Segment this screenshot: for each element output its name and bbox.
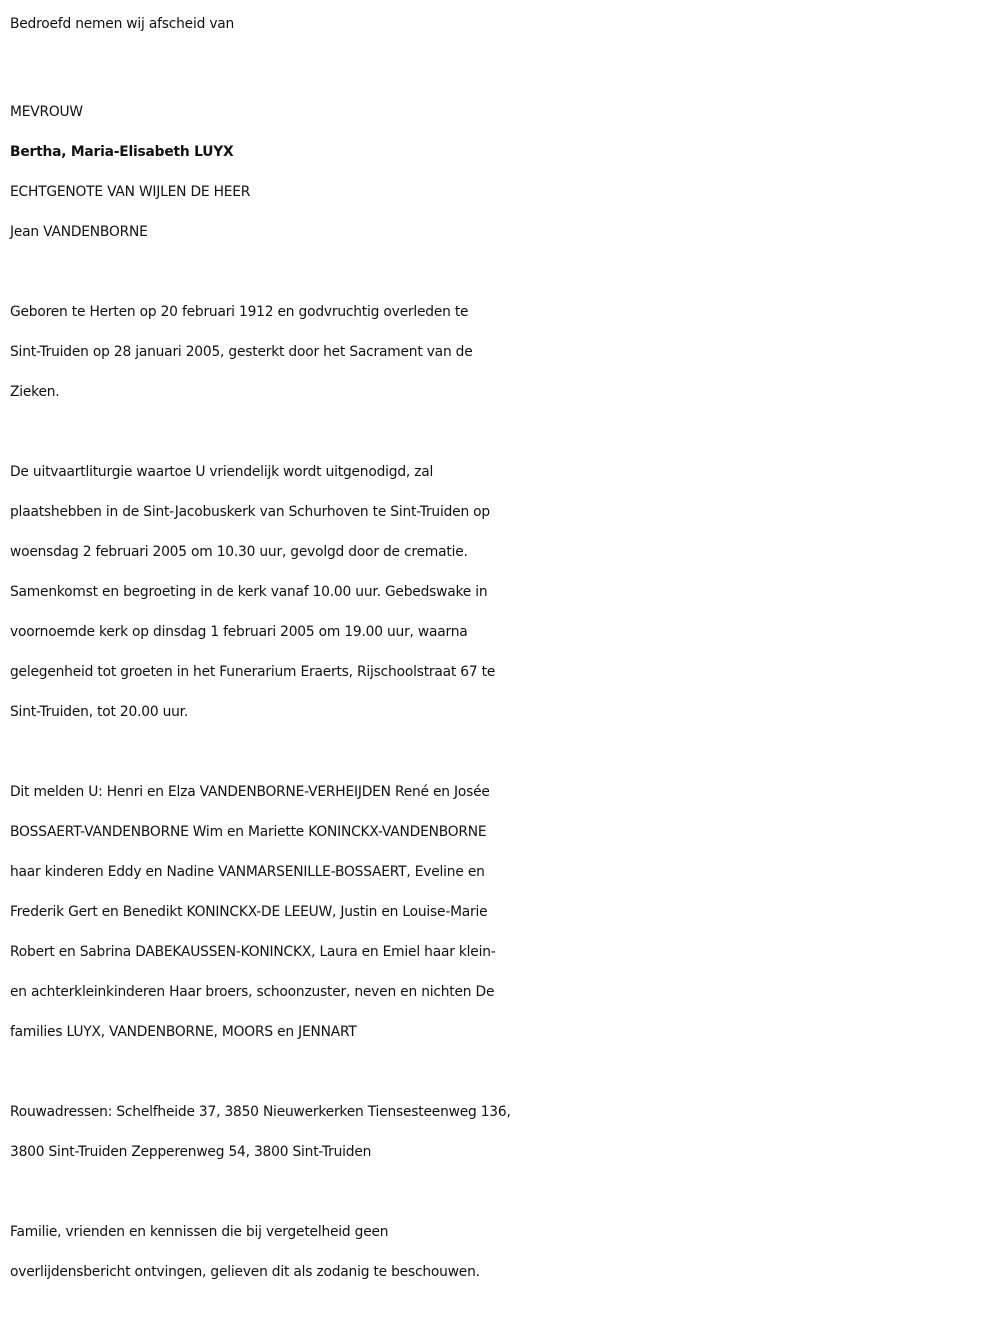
text-line: en achterkleinkinderen Haar broers, schoonzuster, neven en nichten De: [10, 984, 495, 1000]
text-line: Sint-Truiden, tot 20.00 uur.: [10, 704, 189, 720]
birth-death-paragraph: [10, 292, 995, 412]
intro-line: Bedroefd nemen wij afscheid van: [10, 16, 235, 32]
funeral-paragraph: [10, 452, 995, 732]
closing-paragraph: [10, 1212, 995, 1292]
spacer: [10, 1172, 995, 1212]
text-line: BOSSAERT-VANDENBORNE Wim en Mariette KONINCKX-VANDENBORNE: [10, 824, 487, 840]
text-line: Geboren te Herten op 20 februari 1912 en godvruchtig overleden te: [10, 304, 469, 320]
text-line: overlijdensbericht ontvingen, gelieven dit als zodanig te beschouwen.: [10, 1264, 480, 1280]
text-line: Sint-Truiden op 28 januari 2005, gesterkt door het Sacrament van de: [10, 344, 473, 360]
text-line: woensdag 2 februari 2005 om 10.30 uur, gevolgd door de crematie.: [10, 544, 468, 560]
deceased-name: Bertha, Maria-Elisabeth LUYX: [10, 144, 234, 160]
text-line: families LUYX, VANDENBORNE, MOORS en JENNART: [10, 1024, 357, 1040]
spouse-label: ECHTGENOTE VAN WIJLEN DE HEER: [10, 184, 251, 200]
text-line: voornoemde kerk op dinsdag 1 februari 2005 om 19.00 uur, waarna: [10, 624, 468, 640]
text-line: Familie, vrienden en kennissen die bij vergetelheid geen: [10, 1224, 389, 1240]
text-line: Samenkomst en begroeting in de kerk vanaf 10.00 uur. Gebedswake in: [10, 584, 488, 600]
text-line: Dit melden U: Henri en Elza VANDENBORNE-VERHEIJDEN René en Josée: [10, 784, 490, 800]
text-line: haar kinderen Eddy en Nadine VANMARSENILLE-BOSSAERT, Eveline en: [10, 864, 485, 880]
text-line: Zieken.: [10, 384, 60, 400]
text-line: Rouwadressen: Schelfheide 37, 3850 Nieuwerkerken Tiensesteenweg 136,: [10, 1104, 511, 1120]
text-line: Frederik Gert en Benedikt KONINCKX-DE LEEUW, Justin en Louise-Marie: [10, 904, 488, 920]
spacer: [10, 84, 995, 92]
addresses-paragraph: [10, 1092, 995, 1172]
text-line: 3800 Sint-Truiden Zepperenweg 54, 3800 Sint-Truiden: [10, 1144, 372, 1160]
text-line: Robert en Sabrina DABEKAUSSEN-KONINCKX, Laura en Emiel haar klein-: [10, 944, 496, 960]
spouse-name: Jean VANDENBORNE: [10, 224, 148, 240]
obituary-document: [10, 4, 995, 1292]
spacer: [10, 732, 995, 772]
text-line: gelegenheid tot groeten in het Funerarium Eraerts, Rijschoolstraat 67 te: [10, 664, 496, 680]
spacer: [10, 252, 995, 292]
family-paragraph: [10, 772, 995, 1052]
text-line: plaatshebben in de Sint-Jacobuskerk van Schurhoven te Sint-Truiden op: [10, 504, 490, 520]
spacer: [10, 1052, 995, 1092]
text-line: De uitvaartliturgie waartoe U vriendelijk wordt uitgenodigd, zal: [10, 464, 434, 480]
honorific-title: MEVROUW: [10, 104, 83, 120]
spacer: [10, 412, 995, 452]
spacer: [10, 44, 995, 84]
